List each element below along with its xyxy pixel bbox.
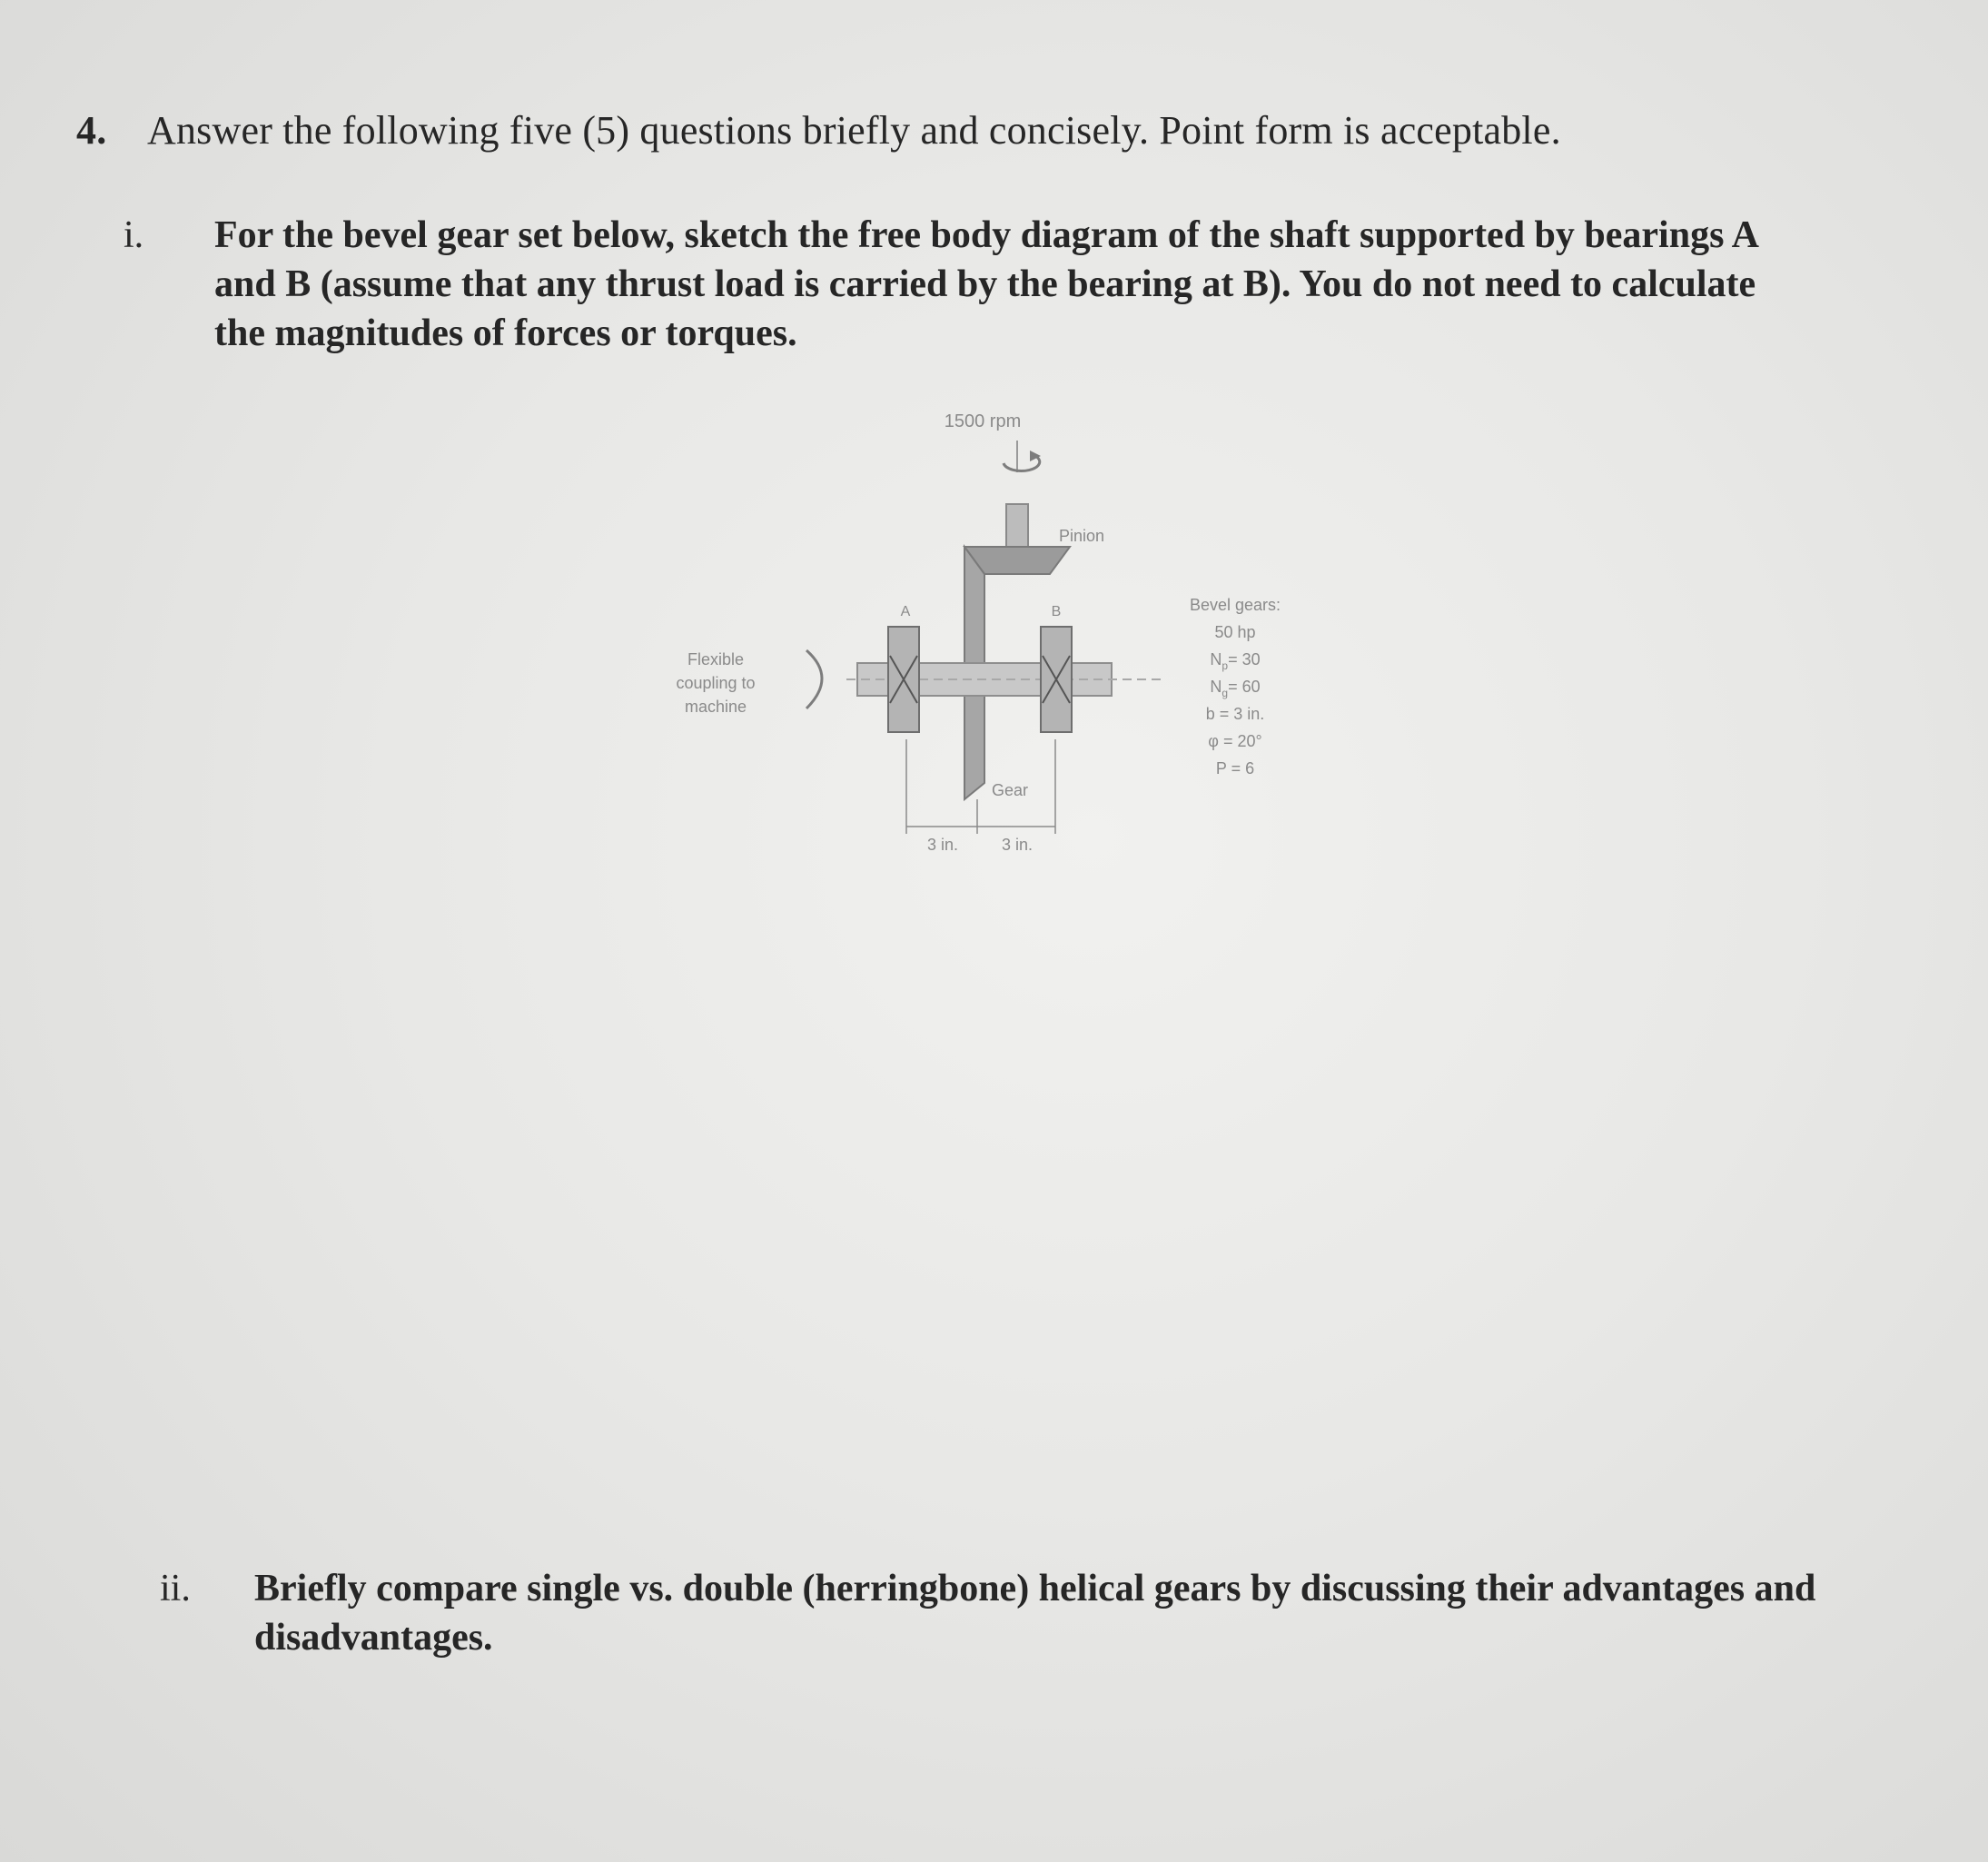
subquestion-ii-line: disadvantages.	[254, 1617, 493, 1659]
bearing-b-label: B	[1051, 604, 1062, 619]
dimension-left-label: 3 in.	[926, 836, 959, 854]
spec-ng: $N_g= 60$	[1210, 678, 1261, 699]
spec-power: 50 hp	[1214, 623, 1256, 641]
pinion-label: Pinion	[1059, 527, 1105, 545]
bevel-gear-diagram	[636, 400, 1326, 872]
coupling-label: coupling to	[676, 674, 756, 692]
bearing-a-label: A	[900, 604, 911, 619]
question-prompt: Answer the following five (5) questions briefly and concisely. Point form is acceptable.	[147, 108, 1561, 153]
subquestion-i	[124, 211, 1922, 358]
subquestion-ii-text	[254, 1564, 1885, 1662]
subquestion-i-line: the magnitudes of forces or torques.	[214, 312, 797, 354]
subquestion-i-line: and B (assume that any thrust load is carried by the bearing at B). You do not need to calculate	[214, 263, 1756, 305]
spec-title: Bevel gears:	[1189, 596, 1281, 614]
question-header	[76, 107, 1561, 154]
subquestion-ii-marker: ii.	[160, 1568, 191, 1609]
speed-label: 1500 rpm	[944, 411, 1022, 431]
coupling-label: machine	[684, 698, 747, 716]
subquestion-i-marker: i.	[124, 214, 144, 256]
coupling-label: Flexible	[687, 650, 745, 669]
subquestion-i-text	[214, 211, 1922, 358]
dimension-right-label: 3 in.	[1001, 836, 1034, 854]
subquestion-i-line: For the bevel gear set below, sketch the free body diagram of the shaft supported by bearings A	[214, 214, 1759, 256]
subquestion-ii	[160, 1564, 1885, 1662]
spec-pressure-angle: φ = 20°	[1208, 732, 1262, 750]
question-number: 4.	[76, 108, 107, 153]
subquestion-ii-line: Briefly compare single vs. double (herringbone) helical gears by discussing their advantages and	[254, 1568, 1816, 1609]
spec-np: $N_p= 30$	[1210, 650, 1261, 672]
pinion-shaft	[1006, 504, 1028, 548]
spec-face-width: b = 3 in.	[1205, 705, 1265, 723]
spec-pitch: P = 6	[1215, 759, 1255, 777]
gear-label: Gear	[992, 781, 1029, 799]
coupling-icon	[806, 650, 822, 708]
